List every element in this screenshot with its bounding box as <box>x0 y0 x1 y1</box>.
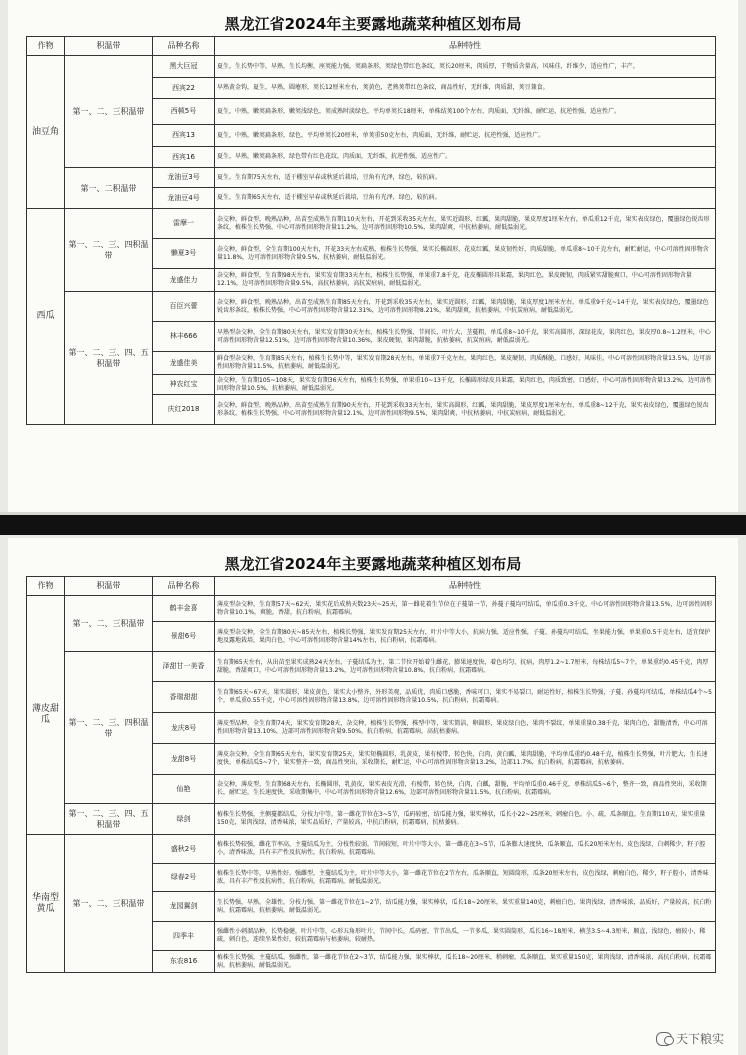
page-separator <box>0 515 746 535</box>
table-row <box>27 804 716 835</box>
watermark-text: 天下粮实 <box>675 1032 724 1046</box>
page-title: 黑龙江省2024年主要露地蔬菜种植区划布局 <box>224 555 522 573</box>
header-traits: 品种特性 <box>215 577 716 596</box>
variety-cell: 鹤丰金喜 <box>153 596 215 622</box>
table-row <box>27 292 716 322</box>
header-zone: 积温带 <box>65 577 153 596</box>
variety-cell: 龙盛佳美 <box>153 352 215 375</box>
header-zone: 积温带 <box>65 37 153 56</box>
traits-cell: 早熟黄金钩，夏生，早熟，圆瘪形，荚长12厘米左右，荚黄色，老熟荚带红色条纹，商品性好，无纤维，肉质甜，荚豆兼食。 <box>215 78 716 99</box>
traits-cell: 杂交种，鲜食型，生育期98天左右，果实发育期33天左右，植株生长势强，单果重7.8千克，花皮椭圆形具果霜，果肉红色，果皮硬韧，肉质紧实甜脆爽口，中心可溶性固形物含量12.1%，边可溶性固形物含量9.5%，高抗枯萎病，高抗炭疽病，耐低温弱光。 <box>215 269 716 292</box>
traits-cell: 生长势强，早熟，全雄性，分枝力强，第一雌花节位在1~2节，结瓜能力强，果实棒状，瓜长18~20厘米，果实重量140克，刺瘤白色，果肉浅绿，清香味浓，品质好，产量较高，抗白粉病，抗霜霉病，抗枯萎病，耐低温弱光。 <box>215 892 716 922</box>
variety-cell: 香瑞甜甜 <box>153 682 215 713</box>
table-header-row <box>27 577 716 596</box>
variety-cell: 景甜6号 <box>153 622 215 652</box>
variety-cell: 龙盛佳力 <box>153 269 215 292</box>
traits-cell: 鲜食型杂交种，生育期85天左右，植株生长势中等，果实发育期28天左右，单果重7千克左右，果肉红色，果皮硬韧，肉质酥脆，口感好，风味佳，中心可溶性固形物含量13.5%，边可溶性固形物含量11.5%，抗枯萎病，耐低温弱光。 <box>215 352 716 375</box>
variety-cell: 绿春2号 <box>153 864 215 892</box>
variety-cell: 西宾22 <box>153 78 215 99</box>
traits-cell: 生育期65天~67天，果实圆形，果皮黄色，果实大小整齐，外形美观，品质优，肉质口感脆，香味可口，果实不易裂口，耐运性好，植株生长势强，子蔓、孙蔓均可结瓜，单株结瓜4个~5个，单瓜重0.55千克，中心可溶性固形物含量13.8%，边可溶性固形物含量10.5%，抗白粉病，抗霜霉病。 <box>215 682 716 713</box>
crop-cell: 油豆角 <box>27 56 65 209</box>
traits-cell: 夏生，中熟，嫩荚扁条形，嫩荚浅绿色，荚成熟时淡绿色，平均单荚长18厘米，单株结荚100个左右，肉质面，无纤维，耐贮运，抗逆性强，适应性广。 <box>215 99 716 125</box>
header-crop: 作物 <box>27 577 65 596</box>
traits-cell: 早熟型杂交种，全生育期80天左右，果实发育期30天左右，植株生长势强，节间长，叶片大，茎蔓粗，单瓜重8~10千克，果实高圆形，深绿花皮，果肉红色，果皮厚0.8~1.2厘米，中心可溶性固形物含量12.51%，边可溶性固形物含量10.36%，果皮硬韧，果肉甜脆，抗枯萎病，抗炭疽病，耐低温弱光。 <box>215 322 716 352</box>
variety-cell: 泽甜甘一美香 <box>153 652 215 682</box>
variety-cell: 黑大巨冠 <box>153 56 215 78</box>
traits-cell: 植株生长势强，主蔓结瓜，强雌性，第一雌花节位在2~3节，结瓜能力强，果实棒状，瓜长18~20厘米，稍刺瘤，瓜条顺直，果实重量150克，果肉浅绿，清香味浓，高抗白粉病，抗霜霉病，抗枯萎病，耐低温弱光。 <box>215 951 716 973</box>
traits-cell: 强雌性小刺溜品种，长势稳健，叶片中等，心形五角形叶片，节间中长，瓜码密，节节出瓜，一节多瓜，果实圆筒形，瓜长16~18厘米，横茎3.5~4.3厘米，顺直，浅绿色，瘤较小，稀疏，刺白色，连续坐果性好，较抗霜霉病与枯萎病，较耐热。 <box>215 922 716 951</box>
variety-cell: 龙甜8号 <box>153 744 215 775</box>
traits-cell: 夏生，生长势中等，早熟，生长均衡，座荚能力强，荚扁条形，荚绿色带红色条纹，荚长20厘米，肉质厚，干物质含量高，风味佳，纤维少，适应性广，丰产。 <box>215 56 716 78</box>
traits-cell: 夏生，中熟，嫩荚扁条形，绿色，平均单荚长20厘米，单荚重50克左右，肉质面，无纤维，耐贮运，抗逆性强，适应性广。 <box>215 125 716 147</box>
crop-cell: 西瓜 <box>27 209 65 425</box>
traits-cell: 杂交种，薄皮型，生育期68天左右，长椭圆形，乳黄皮，果实表皮光滑，有棱带，转色快，白肉，白瓤，甜脆，平均单瓜重0.46千克，单株结瓜5~6个，整齐一致，商品性突出，采收期长，耐贮运，生长速度快，采收期集中，中心可溶性固形物含量12.6%，边部可溶性固形物含量11.5%，抗白粉病，抗霜霉病。 <box>215 775 716 804</box>
traits-cell: 杂交种，生育期105~108天，果实发育期36天左右，植株生长势强，单果重10~13千克，长椭圆形绿皮具果霜，果肉红色，肉质致密，口感好，中心可溶性固形物含量13.2%，边可溶性固形物含量10.5%，抗枯萎病，耐低温弱光。 <box>215 375 716 395</box>
zone-cell: 第一、二积温带 <box>65 168 153 209</box>
header-variety: 品种名称 <box>153 37 215 56</box>
variety-table <box>26 576 716 973</box>
wechat-icon <box>656 1032 672 1046</box>
traits-cell: 薄皮型杂交种，全生育期80天~85天左右，植株长势强，果实发育期25天左右，叶片中等大小，抗病力强，适应性强，子蔓、孙蔓均可结瓜，坐果能力强，单果重0.5千克左右，适宜保护地及露地栽培，果肉白色，中心可溶性固形物含量14%左右，抗白粉病，抗霜霉病。 <box>215 622 716 652</box>
variety-cell: 仙艳 <box>153 775 215 804</box>
zone-cell: 第一、二、三、四积温带 <box>65 209 153 292</box>
traits-cell: 杂交种，鲜食型，晚熟品种，出苗至成熟生育期110天左右，开花到采收35天左右，果实近圆形，红瓤，果肉甜脆，果皮厚度1厘米左右，单瓜重12千克，果实表皮绿色，覆墨绿色锐齿形条纹，植株生长势强，中心可溶性固形物含量11.2%，边可溶性固形物10.5%，果肉甜爽，中抗枯萎病，耐低温弱光。 <box>215 209 716 239</box>
variety-cell: 庆红2018 <box>153 395 215 425</box>
zone-cell: 第一、二、三积温带 <box>65 835 153 973</box>
variety-cell: 龙油豆3号 <box>153 168 215 188</box>
header-traits: 品种特性 <box>215 37 716 56</box>
table-row <box>27 168 716 188</box>
table-header-row <box>27 37 716 56</box>
traits-cell: 杂交种，鲜食型，晚熟品种，出苗至成熟生育期90天左右，开花到采收33天左右，果实高圆形，红瓤，果肉甜脆，果皮厚度1厘米左右，单瓜重8~12千克，果实表皮绿色，覆墨绿色锐齿形条纹，植株生长势强，中心可溶性固形物含量12.1%，边可溶性固形物9.5%，果肉甜爽，中抗枯萎病，中抗炭疽病，耐低温弱光。 <box>215 395 716 425</box>
traits-cell: 杂交种，鲜食型，晚熟品种，出苗至成熟生育期85天左右，开花到采收35天左右，果实近圆形，红瓤，果肉甜脆，果皮厚度1厘米左右，单瓜重9千克~14千克，果实表皮绿色，覆墨绿色锐齿形条纹，植株长势强，中心可溶性固形物含量12.31%，边可溶性固形物8.21%，果肉甜爽，抗枯萎病，中抗炭疽病，耐低温弱光。 <box>215 292 716 322</box>
traits-cell: 薄皮型杂交种，生育期57天~62天，果实花后成熟天数23天~25天，第一雌花着生节位在子蔓第一节，孙蔓子蔓均可结瓜，单瓜重0.3千克，中心可溶性固形物含量13.5%，边可溶性固形物含量10.1%，爽脆，香甜，抗白粉病，抗霜霉病。 <box>215 596 716 622</box>
traits-cell: 薄皮型品种，全生育期74天，果实发育期28天，杂交种，植株生长势强，株型中等，果实简洁，卵圆形，果皮绿白色，果肉不裂纹，单果重量0.38千克，果肉白色，甜脆清香，中心可溶性固形物含量13.10%，边部可溶性固形物含量9.50%，抗白粉病，抗霜霉病，高抗枯萎病。 <box>215 713 716 744</box>
table-row <box>27 835 716 864</box>
variety-cell: 百臣兴蕾 <box>153 292 215 322</box>
traits-cell: 植株生长势强，主侧蔓都结瓜，分枝力中等，第一雌花节位在3~5节，瓜码较密，结瓜能力强，果实棒状，瓜长小22~25厘米，刺瘤白色，小、疏，瓜条顺直，生育期110天，果实重量150克，果肉浅绿，清香味浓，果实品质好，产量较高，中抗白粉病，抗霜霉病，抗枯萎病。 <box>215 804 716 835</box>
variety-cell: 四季丰 <box>153 922 215 951</box>
variety-cell: 神农红宝 <box>153 375 215 395</box>
header-variety: 品种名称 <box>153 577 215 596</box>
zone-cell: 第一、二、三积温带 <box>65 596 153 652</box>
traits-cell: 植株生长势中等，早熟性好，强雌型，主蔓结瓜为主，叶片中等大小，第一雌花节位在2节左右，瓜条顺直，短圆筒形，瓜条20厘米左右，皮色浅绿，刺瘤白色，稀少，籽子腔小，清香味浓，具有丰产性及抗病性，抗白粉病，抗霜霉病，耐低温弱光。 <box>215 864 716 892</box>
traits-cell: 夏生，生育期65天左右，适于棚室早春或秋延后栽培，豆角有光泽，绿色，较抗病。 <box>215 188 716 209</box>
variety-cell: 西宾13 <box>153 125 215 147</box>
variety-cell: 龙油豆4号 <box>153 188 215 209</box>
zone-cell: 第一、二、三、四、五积温带 <box>65 292 153 425</box>
variety-cell: 盛秋2号 <box>153 835 215 864</box>
traits-cell: 生育期65天左右，从出苗至果实成熟24天左右，子蔓结瓜为主，第二节位开始着生雌花，膨果速度快，着色均匀，抗病，肉厚1.2~1.7厘米，每株结瓜5~7个，单果重约0.45千克，肉厚甜脆，香甜爽口，中心可溶性固形物含量13.2%，边可溶性固形物含量10.8%，抗白粉病，抗霜霉病。 <box>215 652 716 682</box>
variety-cell: 懒夏3号 <box>153 239 215 269</box>
document-page-2 <box>8 538 738 1055</box>
table-row <box>27 652 716 682</box>
traits-cell: 薄皮杂交种，全生育期65天左右，果实发育期25天，果实短椭圆形，乳黄皮，果有棱带，转色快，白肉，黄白瓤，果肉甜脆，平均单瓜重约0.48千克，植株生长势强，叶片肥大，生长速度快，单株结瓜5~7个，果实整齐一致，商品性突出，采收期长，耐贮运，中心可溶性固形物含量13.2%，边部11.7%，抗白粉病，抗霜霉病，抗枯萎病。 <box>215 744 716 775</box>
variety-table <box>26 36 716 425</box>
variety-cell: 龙庆8号 <box>153 713 215 744</box>
variety-cell: 西顿5号 <box>153 99 215 125</box>
document-page-1 <box>8 0 738 512</box>
variety-cell: 林丰666 <box>153 322 215 352</box>
table-row <box>27 596 716 622</box>
variety-cell: 龙园翼剑 <box>153 892 215 922</box>
watermark <box>656 1030 724 1047</box>
traits-cell: 夏生，生育期75天左右，适于棚室早春或秋延后栽培，豆角有光泽，绿色，较抗病。 <box>215 168 716 188</box>
crop-cell: 薄皮甜瓜 <box>27 596 65 835</box>
header-crop: 作物 <box>27 37 65 56</box>
variety-cell: 西宾16 <box>153 147 215 168</box>
variety-cell: 东农816 <box>153 951 215 973</box>
traits-cell: 杂交种，鲜食型，全生育期100天左右，开花33天左右成熟，植株生长势强，果实长椭圆形，花皮红瓤，果皮韧性好，肉质甜脆，单瓜重8~10千克左右，耐贮耐运，中心可溶性固形物含量11.8%，边可溶性固形物含量9.5%，抗枯萎病，耐低温弱光。 <box>215 239 716 269</box>
zone-cell: 第一、二、三积温带 <box>65 56 153 168</box>
zone-cell: 第一、二、三、四积温带 <box>65 652 153 804</box>
table-row <box>27 56 716 78</box>
table-row <box>27 209 716 239</box>
zone-cell: 第一、二、三、四、五积温带 <box>65 804 153 835</box>
traits-cell: 夏生，早熟，嫩荚扁条形，绿色带有红色花纹，肉质面，无纤维，抗逆性强，适应性广。 <box>215 147 716 168</box>
variety-cell: 雷摩一 <box>153 209 215 239</box>
page-title: 黑龙江省2024年主要露地蔬菜种植区划布局 <box>224 15 522 33</box>
traits-cell: 植株长势较强，雌花节率高，主蔓结瓜为主，分枝性较弱，节间较短，叶片中等大小，第一雌花在3~5节，瓜条膨大速度快，瓜条顺直，瓜长20厘米左右，皮色浅绿，白刺稀少，籽子腔小，清香味浓，具有丰产性及抗病性，抗白粉病，抗霜霉病。 <box>215 835 716 864</box>
variety-cell: 绿剑 <box>153 804 215 835</box>
crop-cell: 华南型黄瓜 <box>27 835 65 973</box>
